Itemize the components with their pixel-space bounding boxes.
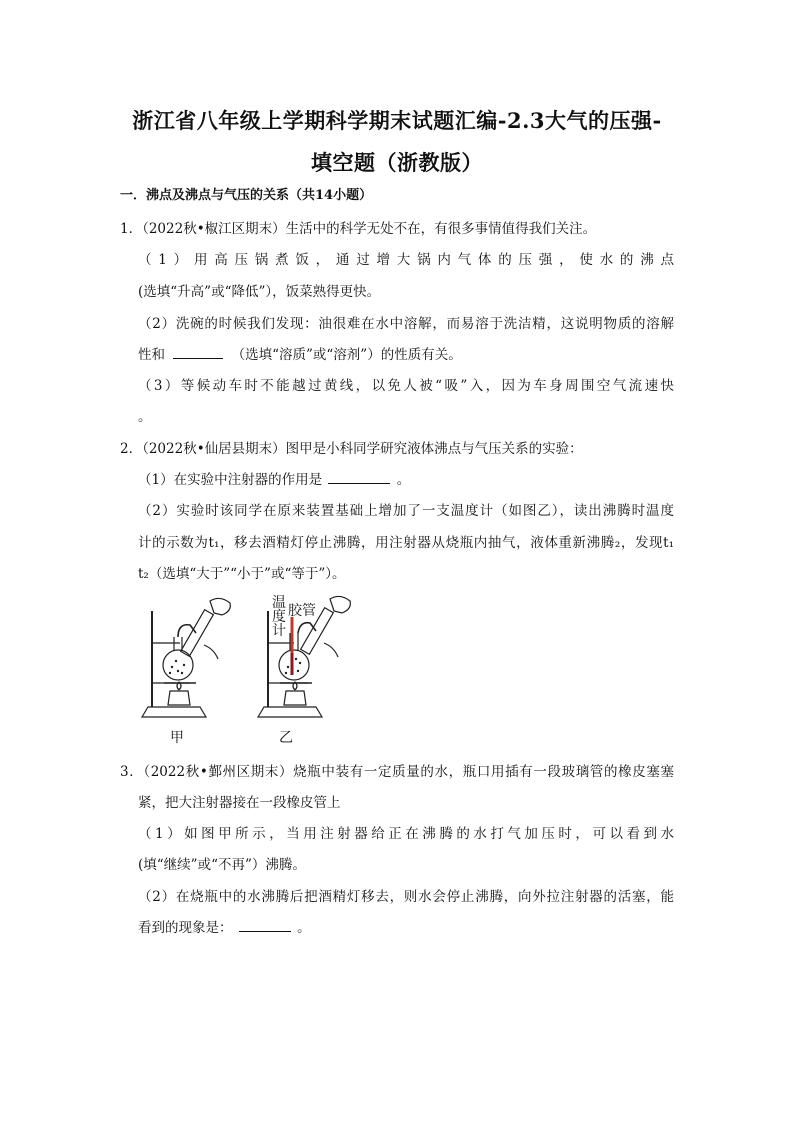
stand-base — [142, 707, 206, 717]
q2-part2-line2: 计的示数为t₁，移去酒精灯停止沸腾，用注射器从烧瓶内抽气，液体重新沸腾₂，发现t₁ — [138, 535, 674, 551]
q1-part2-suffix: （选填“溶质”或“溶剂”）的性质有关。 — [231, 347, 462, 363]
hand-lower — [204, 645, 218, 659]
q2-part1 — [138, 468, 410, 488]
figure-label-thermometer-2: 度 — [272, 609, 286, 625]
q1-part1-line2: (选填“升高”或“降低”），饭菜熟得更快。 — [138, 284, 381, 300]
q1-part2-line2 — [138, 343, 462, 363]
q1-part2-prefix: 性和 — [138, 347, 165, 363]
alcohol-lamp — [168, 691, 190, 705]
q2-part2-line1: （2）实验时该同学在原来装置基础上增加了一支温度计（如图乙），读出沸腾时温度 — [138, 503, 674, 519]
document-title-line-2: 填空题（浙教版） — [311, 150, 483, 175]
alcohol-lamp — [284, 691, 306, 705]
stand-base — [258, 707, 322, 717]
hand — [210, 598, 230, 615]
q1-part2-line1: （2）洗碗的时候我们发现：油很难在水中溶解，而易溶于洗洁精，这说明物质的溶解 — [138, 316, 674, 332]
q2-stem: 2．（2022秋•仙居县期末）图甲是小科同学研究液体沸点与气压关系的实验： — [120, 441, 583, 457]
figure-label-thermometer-3: 计 — [272, 623, 286, 639]
q1-part3-line2: 。 — [138, 409, 152, 425]
q3-part2-prefix: 看到的现象是： — [138, 920, 233, 936]
figure-apparatus-a — [134, 593, 244, 725]
q2-part2-line3: t₂（选填“大于”“小于”或“等于”）。 — [138, 566, 346, 582]
q3-answer-blank[interactable] — [239, 919, 291, 932]
q3-part1-line1: （1）如图甲所示，当用注射器给正在沸腾的水打气加压时，可以看到水 — [138, 826, 674, 842]
q3-part2-line1: （2）在烧瓶中的水沸腾后把酒精灯移去，则水会停止沸腾，向外拉注射器的活塞，能 — [138, 889, 674, 905]
q1-answer-blank[interactable] — [173, 346, 223, 359]
document-title-line-1: 浙江省八年级上学期科学期末试题汇编-2.3大气的压强- — [132, 108, 662, 133]
q3-stem-line2: 紧，把大注射器接在一段橡皮管上 — [138, 795, 341, 811]
q2-part1-suffix: 。 — [396, 472, 411, 488]
syringe — [181, 610, 214, 657]
rubber-tube — [178, 625, 196, 637]
q3-part2-suffix: 。 — [297, 920, 311, 936]
q1-stem: 1．（2022秋•椒江区期末）生活中的科学无处不在，有很多事情值得我们关注。 — [120, 221, 597, 237]
q3-stem-line1: 3．（2022秋•鄞州区期末）烧瓶中装有一定质量的水，瓶口用插有一段玻璃管的橡皮塞塞 — [120, 764, 674, 780]
hand — [330, 596, 350, 613]
q2-answer-blank[interactable] — [328, 471, 390, 484]
flask — [279, 650, 309, 680]
figure-caption-b: 乙 — [279, 730, 293, 746]
q2-part1-prefix: （1）在实验中注射器的作用是 — [138, 472, 323, 488]
figure-label-tube: 胶管 — [288, 603, 316, 619]
q1-part3-line1: （3）等候动车时不能越过黄线，以免人被“吸”入，因为车身周围空气流速快 — [138, 378, 674, 394]
flask — [163, 650, 193, 680]
figure-caption-a: 甲 — [170, 730, 184, 746]
q1-part1-line1: （1）用高压锅煮饭，通过增大锅内气体的压强，使水的沸点 — [138, 252, 674, 268]
q3-part1-line2: (填“继续”或“不再”）沸腾。 — [138, 857, 306, 873]
hand-lower — [324, 643, 338, 657]
q3-part2-line2 — [138, 916, 311, 936]
section-heading: 一．沸点及沸点与气压的关系（共14小题） — [120, 188, 373, 203]
figure-label-thermometer-1: 温 — [272, 595, 286, 611]
